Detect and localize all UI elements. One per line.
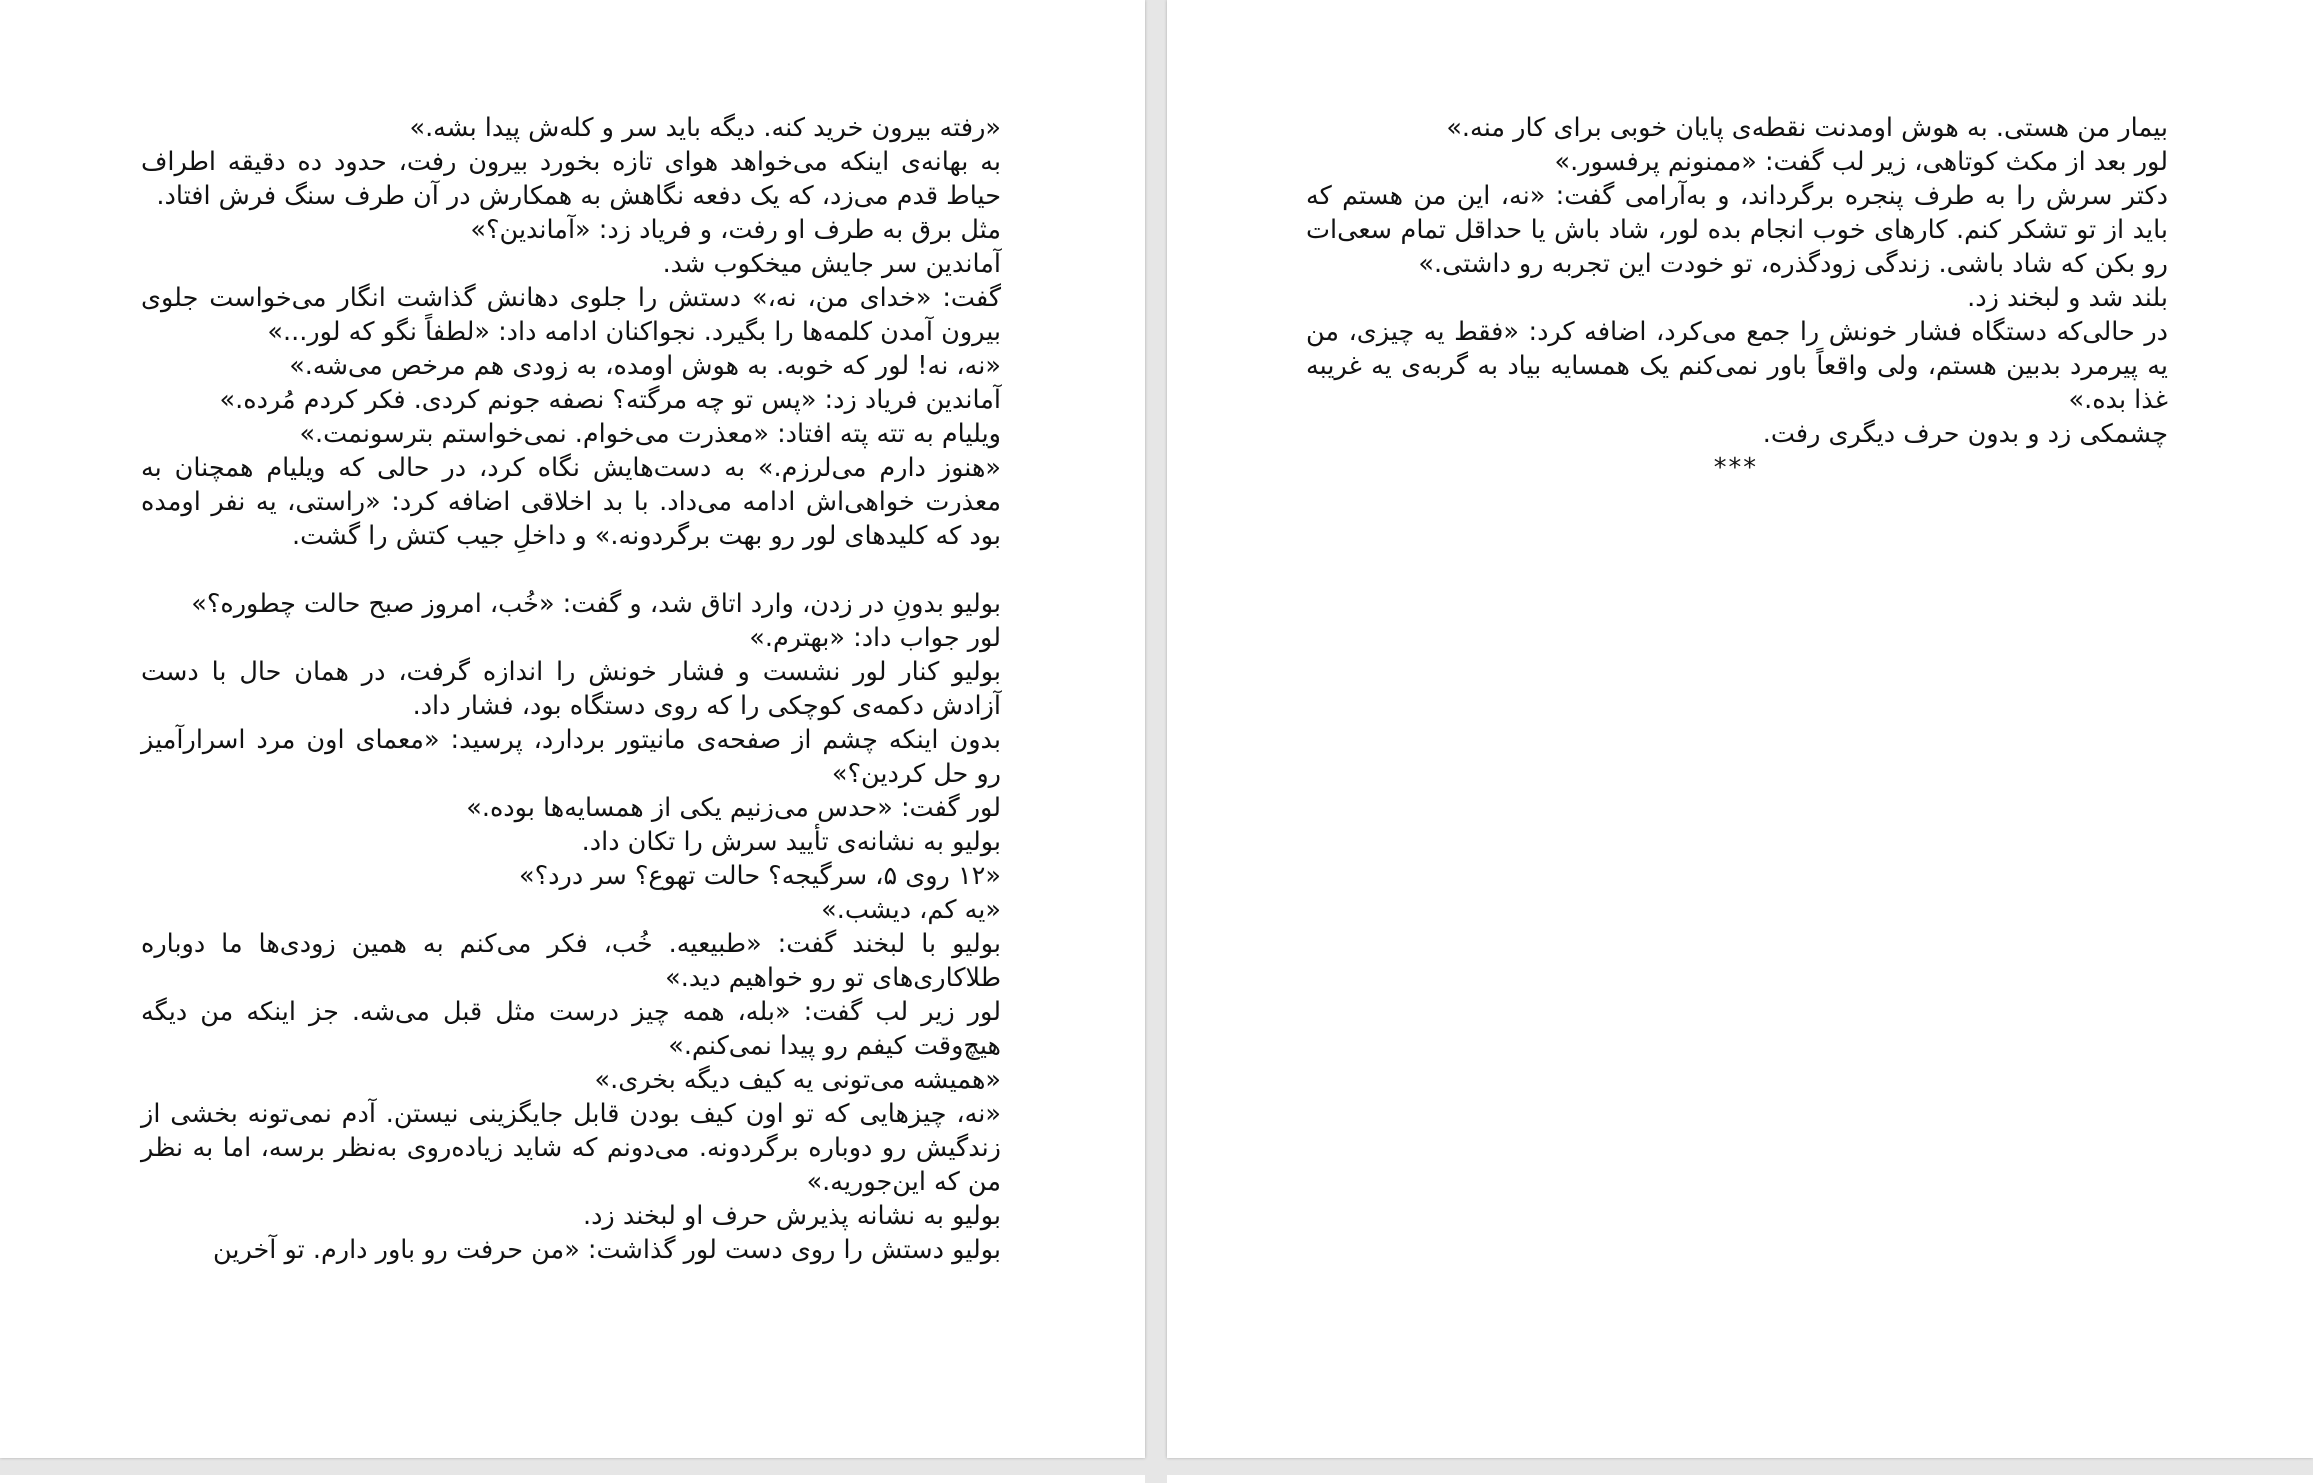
- page-right-text: [1306, 111, 2168, 485]
- paragraph: بدون اینکه چشم از صفحه‌ی مانیتور بردارد، پرسید: «معمای اون مرد اسرارآمیز رو حل کردین؟»: [141, 725, 1001, 789]
- paragraph: «یه کم، دیشب.»: [821, 895, 1001, 925]
- paragraph: بولیو به نشانه‌ی تأیید سرش را تکان داد.: [581, 827, 1001, 857]
- paragraph: لور بعد از مکث کوتاهی، زیر لب گفت: «ممنونم پرفسور.»: [1554, 147, 2168, 177]
- paragraph: چشمکی زد و بدون حرف دیگری رفت.: [1762, 419, 2168, 449]
- paragraph: بولیو بدونِ در زدن، وارد اتاق شد، و گفت: «خُب، امروز صبح حالت چطوره؟»: [191, 589, 1001, 619]
- paragraph: بیمار من هستی. به هوش اومدنت نقطه‌ی پایان خوبی برای کار منه.»: [1446, 113, 2168, 143]
- paragraph: بولیو به نشانه پذیرش حرف او لبخند زد.: [582, 1201, 1001, 1231]
- next-page-right-edge: [1167, 1475, 2313, 1483]
- paragraph: «نه، نه! لور که خوبه. به هوش اومده، به زودی هم مرخص می‌شه.»: [289, 351, 1001, 381]
- paragraph: مثل برق به طرف او رفت، و فریاد زد: «آماندین؟»: [470, 215, 1001, 245]
- paragraph: گفت: «خدای من، نه،» دستش را جلوی دهانش گذاشت انگار می‌خواست جلوی بیرون آمدن کلمه‌ها را بگیرد. نجواکنان ادامه داد: «لطفاً نگو که لور...»: [141, 283, 1001, 347]
- paragraph: لور گفت: «حدس می‌زنیم یکی از همسایه‌ها بوده.»: [466, 793, 1001, 823]
- paragraph: آماندین سر جایش میخکوب شد.: [662, 249, 1001, 279]
- paragraph: «نه، چیزهایی که تو اون کیف بودن قابل جایگزینی نیستن. آدم نمی‌تونه بخشی از زندگیش رو دوباره برگردونه. می‌دونم که شاید زیاده‌روی به‌نظر برسه، اما به نظر من که این‌جوریه.»: [141, 1099, 1001, 1197]
- paragraph: دکتر سرش را به طرف پنجره برگرداند، و به‌آرامی گفت: «نه، این من هستم که باید از تو تشکر کنم. کارهای خوب انجام بده لور، شاد باش یا حداقل تمام سعی‌ات رو بکن که شاد باشی. زندگی زودگذره، تو خودت این تجربه رو داشتی.»: [1306, 181, 2168, 279]
- paragraph-gap: [141, 553, 1001, 587]
- paragraph: آماندین فریاد زد: «پس تو چه مرگته؟ نصفه جونم کردی. فکر کردم مُرده.»: [219, 385, 1001, 415]
- paragraph: «همیشه می‌تونی یه کیف دیگه بخری.»: [594, 1065, 1001, 1095]
- page-left-text: [141, 111, 1001, 1267]
- page-left: [0, 0, 1145, 1458]
- paragraph: لور زیر لب گفت: «بله، همه چیز درست مثل قبل می‌شه. جز اینکه من دیگه هیچ‌وقت کیفم رو پیدا نمی‌کنم.»: [141, 997, 1001, 1061]
- paragraph: بلند شد و لبخند زد.: [1967, 283, 2168, 313]
- paragraph: در حالی‌که دستگاه فشار خونش را جمع می‌کرد، اضافه کرد: «فقط یه چیزی، من یه پیرمرد بدبین هستم، ولی واقعاً باور نمی‌کنم یک همسایه بیاد به گربه‌ی یه غریبه غذا بده.»: [1306, 317, 2168, 415]
- paragraph: «هنوز دارم می‌لرزم.» به دست‌هایش نگاه کرد، در حالی که ویلیام همچنان به معذرت خواهی‌اش ادامه می‌داد. با بد اخلاقی اضافه کرد: «راستی، یه نفر اومده بود که کلیدهای لور رو بهت برگردونه.» و داخلِ جیب کتش را گشت.: [141, 453, 1001, 551]
- paragraph: به بهانه‌ی اینکه می‌خواهد هوای تازه بخورد بیرون رفت، حدود ده دقیقه اطراف حیاط قدم می‌زد، که یک دفعه نگاهش به همکارش در آن طرف سنگ فرش افتاد.: [141, 147, 1001, 211]
- page-right: [1167, 0, 2313, 1458]
- paragraph: بولیو کنار لور نشست و فشار خونش را اندازه گرفت، در همان حال با دست آزادش دکمه‌ی کوچکی را که روی دستگاه بود، فشار داد.: [141, 657, 1001, 721]
- paragraph: بولیو با لبخند گفت: «طبیعیه. خُب، فکر می‌کنم به همین زودی‌ها ما دوباره طلاکاری‌های تو رو خواهیم دید.»: [141, 929, 1001, 993]
- paragraph: «۱۲ روی ۵، سرگیجه؟ حالت تهوع؟ سر درد؟»: [519, 861, 1001, 891]
- paragraph: «رفته بیرون خرید کنه. دیگه باید سر و کله‌ش پیدا بشه.»: [409, 113, 1001, 143]
- paragraph: لور جواب داد: «بهترم.»: [749, 623, 1001, 653]
- scene-separator: ***: [1713, 453, 1758, 483]
- paragraph: ویلیام به تته پته افتاد: «معذرت می‌خوام. نمی‌خواستم بترسونمت.»: [299, 419, 1001, 449]
- next-page-left-edge: [0, 1475, 1145, 1483]
- paragraph: بولیو دستش را روی دست لور گذاشت: «من حرفت رو باور دارم. تو آخرین: [212, 1235, 1001, 1265]
